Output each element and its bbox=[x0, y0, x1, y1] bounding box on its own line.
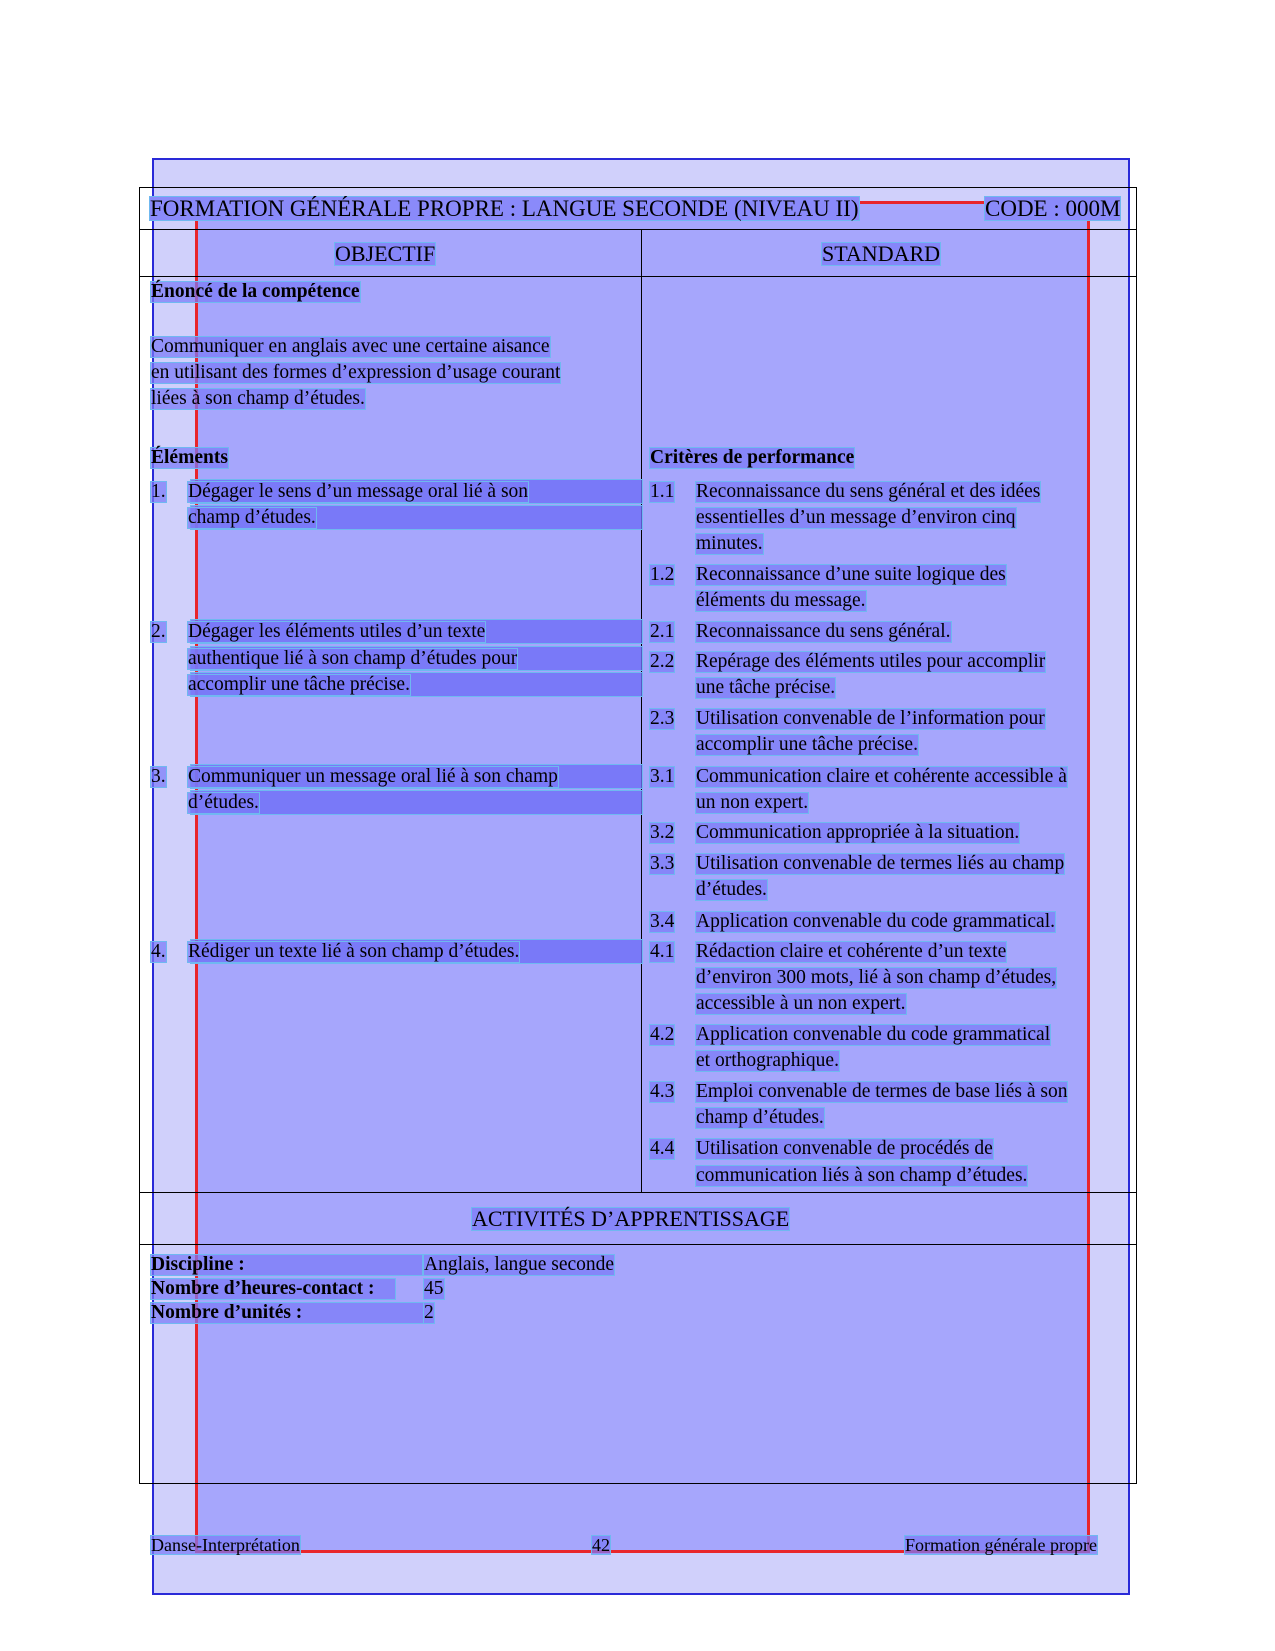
criterion-text: Repérage des éléments utiles pour accomplir bbox=[696, 651, 1046, 672]
footer-program: Danse-Interprétation bbox=[151, 1535, 300, 1555]
criterion-number: 2.2 bbox=[650, 651, 675, 672]
criterion-text: Application convenable du code grammatical. bbox=[696, 911, 1055, 932]
criterion-number: 2.1 bbox=[650, 621, 675, 642]
element-text: authentique lié à son champ d’études pour bbox=[188, 648, 518, 669]
course-code: CODE : 000M bbox=[985, 196, 1121, 221]
element-number: 2. bbox=[151, 621, 166, 642]
page-number: 42 bbox=[592, 1535, 610, 1555]
criterion-text: communication liés à son champ d’études. bbox=[696, 1165, 1028, 1186]
criterion-text: éléments du message. bbox=[696, 590, 866, 611]
competence-heading: Énoncé de la compétence bbox=[151, 281, 360, 302]
criterion-text: d’environ 300 mots, lié à son champ d’études, bbox=[696, 967, 1057, 988]
footer-section: Formation générale propre bbox=[905, 1535, 1097, 1555]
standard-header: STANDARD bbox=[822, 241, 941, 266]
element-text: Rédiger un texte lié à son champ d’études. bbox=[188, 941, 520, 962]
criterion-text: Utilisation convenable de l’information pour bbox=[696, 708, 1045, 729]
objectif-header: OBJECTIF bbox=[335, 241, 436, 266]
criterion-number: 1.2 bbox=[650, 564, 675, 585]
element-text: d’études. bbox=[188, 792, 259, 813]
element-text: Dégager le sens d’un message oral lié à son bbox=[188, 481, 529, 502]
criterion-number: 4.1 bbox=[650, 941, 675, 962]
criterion-text: Utilisation convenable de procédés de bbox=[696, 1138, 993, 1159]
criterion-text: Rédaction claire et cohérente d’un texte bbox=[696, 941, 1007, 962]
discipline-label: Discipline : bbox=[151, 1255, 422, 1275]
criterion-text: Communication appropriée à la situation. bbox=[696, 822, 1020, 843]
criterion-text: d’études. bbox=[696, 879, 767, 900]
criterion-text: Communication claire et cohérente accessible à bbox=[696, 766, 1067, 787]
criterion-text: un non expert. bbox=[696, 792, 809, 813]
criterion-text: une tâche précise. bbox=[696, 677, 836, 698]
criteria-heading: Critères de performance bbox=[650, 447, 855, 468]
criterion-number: 3.1 bbox=[650, 766, 675, 787]
criterion-text: Emploi convenable de termes de base liés à son bbox=[696, 1081, 1068, 1102]
criterion-number: 3.2 bbox=[650, 822, 675, 843]
competence-line: en utilisant des formes d’expression d’usage courant bbox=[151, 362, 561, 383]
criterion-text: accessible à un non expert. bbox=[696, 993, 906, 1014]
discipline-value: Anglais, langue seconde bbox=[424, 1254, 615, 1275]
criterion-text: et orthographique. bbox=[696, 1050, 839, 1071]
column-divider bbox=[641, 229, 642, 1192]
criterion-text: Reconnaissance du sens général. bbox=[696, 621, 951, 642]
criterion-text: essentielles d’un message d’environ cinq bbox=[696, 507, 1016, 528]
element-text: Communiquer un message oral lié à son champ bbox=[188, 766, 558, 787]
element-number: 3. bbox=[151, 766, 166, 787]
criterion-text: Utilisation convenable de termes liés au champ bbox=[696, 853, 1065, 874]
activities-top-divider bbox=[139, 1192, 1137, 1193]
criterion-number: 4.4 bbox=[650, 1138, 675, 1159]
competence-line: liées à son champ d’études. bbox=[151, 388, 365, 409]
criterion-text: Application convenable du code grammatical bbox=[696, 1024, 1051, 1045]
criterion-text: accomplir une tâche précise. bbox=[696, 734, 918, 755]
element-number: 1. bbox=[151, 481, 166, 502]
element-number: 4. bbox=[151, 941, 166, 962]
criterion-text: Reconnaissance d’une suite logique des bbox=[696, 564, 1006, 585]
activities-header-divider bbox=[139, 1244, 1137, 1245]
criterion-number: 4.2 bbox=[650, 1024, 675, 1045]
activities-title: ACTIVITÉS D’APPRENTISSAGE bbox=[472, 1206, 790, 1231]
criterion-number: 1.1 bbox=[650, 481, 675, 502]
criterion-number: 2.3 bbox=[650, 708, 675, 729]
title-divider bbox=[139, 229, 1137, 230]
criterion-number: 3.4 bbox=[650, 911, 675, 932]
element-text: accomplir une tâche précise. bbox=[188, 674, 410, 695]
criterion-text: champ d’études. bbox=[696, 1107, 824, 1128]
page-title: FORMATION GÉNÉRALE PROPRE : LANGUE SECONDE (NIVEAU II) bbox=[150, 196, 859, 221]
criterion-number: 4.3 bbox=[650, 1081, 675, 1102]
criterion-number: 3.3 bbox=[650, 853, 675, 874]
units-label: Nombre d’unités : bbox=[151, 1303, 423, 1323]
element-text: Dégager les éléments utiles d’un texte bbox=[188, 621, 486, 642]
column-header-divider bbox=[139, 276, 1137, 277]
contact-hours-value: 45 bbox=[424, 1278, 444, 1299]
criterion-text: Reconnaissance du sens général et des idées bbox=[696, 481, 1041, 502]
units-value: 2 bbox=[424, 1302, 434, 1323]
contact-hours-label: Nombre d’heures-contact : bbox=[151, 1279, 395, 1299]
element-text: champ d’études. bbox=[188, 507, 316, 528]
criterion-text: minutes. bbox=[696, 533, 763, 554]
elements-heading: Éléments bbox=[151, 447, 228, 468]
competence-line: Communiquer en anglais avec une certaine aisance bbox=[151, 336, 550, 357]
